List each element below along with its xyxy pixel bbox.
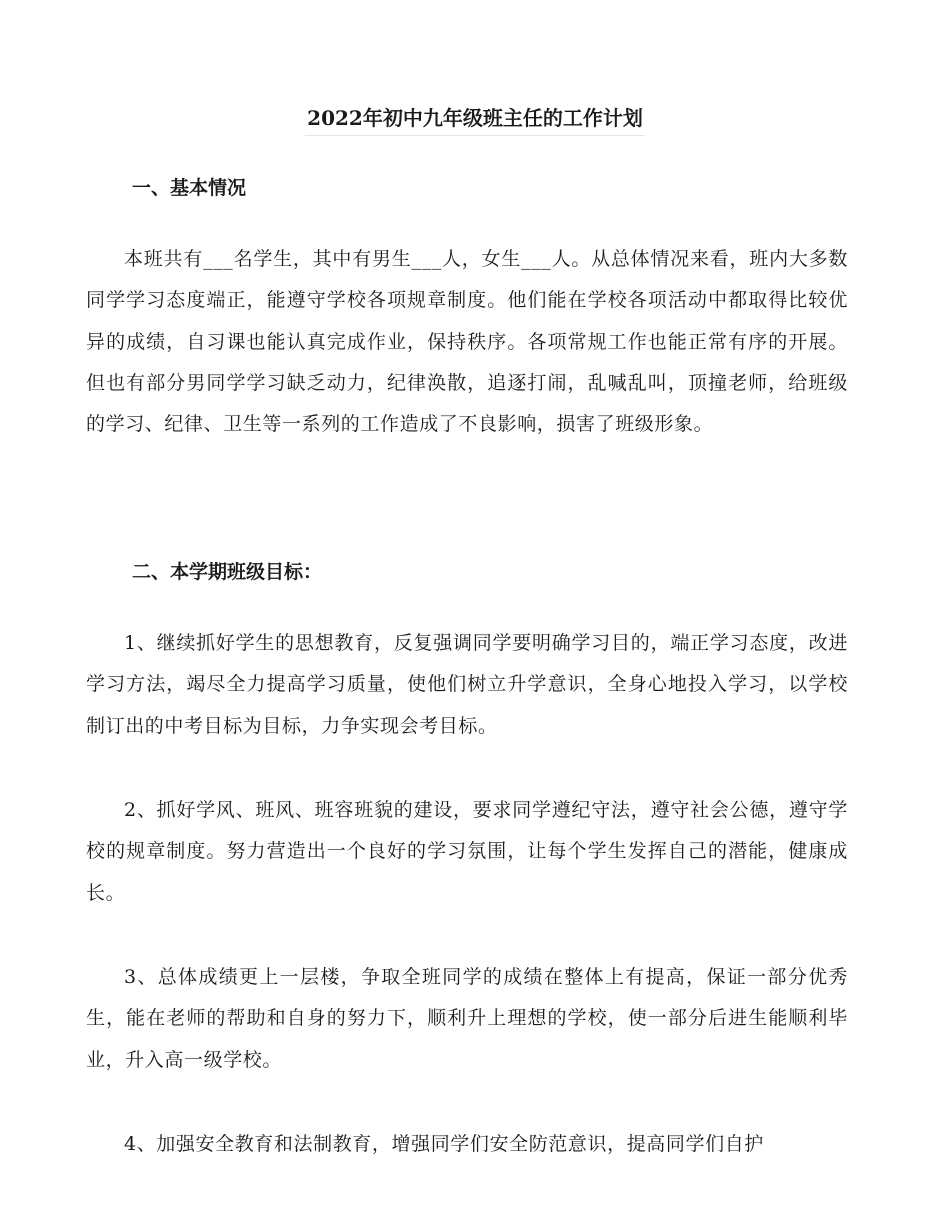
paragraph-goal-1: 1、继续抓好学生的思想教育，反复强调同学要明确学习目的，端正学习态度，改进学习方法，竭尽全力提高学习质量，使他们树立升学意识，全身心地投入学习，以学校制订出的中考目标为目标，力争实现会考目标。 [86, 632, 848, 737]
paragraph-goal-3: 3、总体成绩更上一层楼，争取全班同学的成绩在整体上有提高，保证一部分优秀生，能在老师的帮助和自身的努力下，顺利升上理想的学校，使一部分后进生能顺利毕业，升入高一级学校。 [86, 966, 848, 1071]
paragraph-goal-2: 2、抓好学风、班风、班容班貌的建设，要求同学遵纪守法，遵守社会公德，遵守学校的规章制度。努力营造出一个良好的学习氛围，让每个学生发挥自己的潜能，健康成长。 [86, 799, 848, 904]
document-title [0, 101, 950, 136]
section-heading-semester-goals: 二、本学期班级目标： [132, 561, 323, 583]
section-heading-basic-situation: 一、基本情况 [132, 177, 247, 199]
document-title-text: 2022年初中九年级班主任的工作计划 [305, 101, 645, 136]
paragraph-goal-4: 4、加强安全教育和法制教育，增强同学们安全防范意识，提高同学们自护 [124, 1133, 764, 1155]
paragraph-basic-situation: 本班共有___名学生，其中有男生___人，女生___人。从总体情况来看，班内大多数同学学习态度端正，能遵守学校各项规章制度。他们能在学校各项活动中都取得比较优异的成绩，自习课也能认真完成作业，保持秩序。各项常规工作也能正常有序的开展。但也有部分男同学学习缺乏动力，纪律涣散，追逐打闹，乱喊乱叫，顶撞老师，给班级的学习、纪律、卫生等一系列的工作造成了不良影响，损害了班级形象。 [86, 248, 848, 436]
